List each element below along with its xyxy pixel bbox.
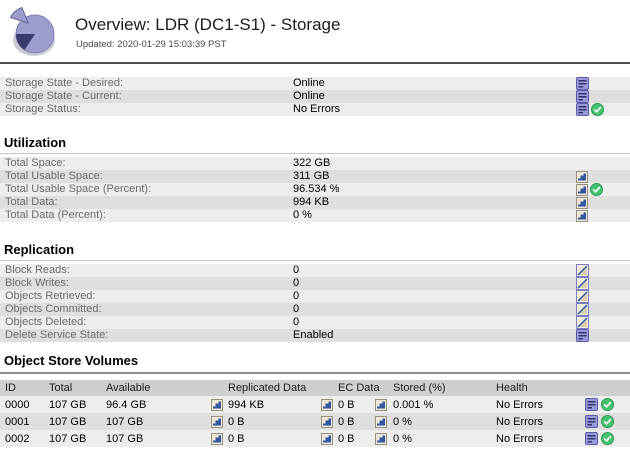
chart-icon[interactable]: [576, 210, 588, 222]
attribute-label: Objects Deleted:: [5, 316, 87, 328]
attribute-icons: [576, 264, 589, 277]
volume-total-cell: 107 GB: [49, 398, 87, 411]
storage-state-section: [0, 77, 630, 116]
chart-icon[interactable]: [211, 399, 223, 411]
attribute-state-icon: [576, 329, 589, 342]
chart-icon[interactable]: [321, 433, 333, 445]
cell-value: 107 GB: [106, 432, 144, 445]
cell-value: 994 KB: [228, 398, 265, 411]
trend-chart-icon[interactable]: [576, 290, 589, 303]
health-icons: [585, 415, 627, 428]
utilization-section: [0, 157, 630, 222]
attribute-label: Objects Committed:: [5, 303, 102, 315]
section-title-object-store-volumes: Object Store Volumes: [4, 353, 139, 368]
cell-value: 0 B: [228, 432, 245, 445]
volume-id-cell: 0002: [5, 432, 30, 445]
attribute-row: [0, 209, 630, 222]
attribute-row: [0, 329, 630, 342]
attribute-row: [0, 157, 630, 170]
cell-value: 0 B: [338, 398, 355, 411]
attribute-label: Delete Service State:: [5, 329, 109, 341]
attribute-state-icon: [585, 398, 598, 411]
attribute-value: 994 KB: [293, 196, 330, 208]
volume-row: [0, 413, 630, 430]
cell-value: 0 B: [338, 415, 355, 428]
attribute-row: [0, 77, 630, 90]
attribute-row: [0, 183, 630, 196]
chart-icon[interactable]: [375, 416, 387, 428]
col-header-replicated-data: Replicated Data: [226, 380, 336, 396]
cell-value: 0 B: [338, 432, 355, 445]
page-title: Overview: LDR (DC1-S1) - Storage: [75, 15, 341, 34]
status-ok-icon: [601, 398, 614, 411]
volume-replicated-data-cell: [226, 396, 336, 413]
cell-value: No Errors: [496, 398, 544, 411]
attribute-state-icon: [576, 90, 589, 103]
trend-chart-icon[interactable]: [576, 277, 589, 290]
volume-health-cell: [494, 396, 630, 413]
attribute-icons: [576, 209, 588, 222]
status-ok-icon: [601, 415, 614, 428]
table-divider: [0, 372, 630, 374]
volume-ec-data-cell: [336, 396, 390, 413]
attribute-icons: [576, 277, 589, 290]
attribute-label: Storage State - Desired:: [5, 77, 124, 89]
volume-id-cell: 0001: [5, 415, 30, 428]
object-store-volumes-table: [0, 380, 630, 447]
attribute-row: [0, 303, 630, 316]
volume-row: [0, 396, 630, 413]
col-header-health: Health: [494, 380, 630, 396]
section-title-replication: Replication: [4, 242, 75, 257]
col-header-ec-data: EC Data: [336, 380, 390, 396]
volume-available-cell: [104, 430, 226, 447]
cell-value: No Errors: [496, 415, 544, 428]
attribute-state-icon: [576, 77, 589, 90]
attribute-icons: [576, 103, 604, 116]
chart-icon[interactable]: [211, 433, 223, 445]
status-ok-icon: [591, 103, 604, 116]
attribute-value: 0: [293, 303, 300, 315]
attribute-label: Block Reads:: [5, 264, 70, 276]
attribute-row: [0, 170, 630, 183]
volumes-header-row: [0, 380, 630, 396]
attribute-row: [0, 316, 630, 329]
attribute-row: [0, 90, 630, 103]
attribute-row: [0, 196, 630, 209]
section-divider: [0, 260, 630, 261]
chart-icon[interactable]: [321, 416, 333, 428]
volume-row: [0, 430, 630, 447]
attribute-value: Enabled: [293, 329, 334, 341]
volume-replicated-data-cell: [226, 413, 336, 430]
attribute-state-icon: [585, 415, 598, 428]
status-ok-icon: [601, 432, 614, 445]
attribute-icons: [576, 303, 589, 316]
attribute-row: [0, 103, 630, 116]
cell-value: 107 GB: [106, 415, 144, 428]
volume-id-cell: 0000: [5, 398, 30, 411]
col-header-stored-pct: Stored (%): [390, 380, 494, 396]
attribute-row: [0, 277, 630, 290]
trend-chart-icon[interactable]: [576, 316, 589, 329]
attribute-icons: [576, 183, 603, 196]
attribute-label: Block Writes:: [5, 277, 69, 289]
chart-icon[interactable]: [321, 399, 333, 411]
attribute-icons: [576, 170, 588, 183]
volume-stored-pct-cell: 0.001 %: [393, 398, 434, 411]
volume-stored-pct-cell: 0 %: [393, 432, 412, 445]
attribute-icons: [576, 77, 589, 90]
attribute-state-icon: [576, 103, 589, 116]
chart-icon[interactable]: [576, 171, 588, 183]
attribute-icons: [576, 316, 589, 329]
attribute-value: 0 %: [293, 209, 312, 221]
col-header-total: Total: [47, 380, 104, 396]
attribute-label: Storage Status:: [5, 103, 81, 115]
volume-ec-data-cell: [336, 430, 390, 447]
col-header-available: Available: [104, 380, 226, 396]
attribute-label: Objects Retrieved:: [5, 290, 96, 302]
pie-chart-logo: [6, 6, 58, 58]
attribute-icons: [576, 329, 589, 342]
attribute-value: 322 GB: [293, 157, 331, 169]
status-ok-icon: [590, 183, 603, 196]
attribute-row: [0, 264, 630, 277]
attribute-value: Online: [293, 77, 325, 89]
volume-available-cell: [104, 413, 226, 430]
attribute-label: Total Space:: [5, 157, 66, 169]
cell-value: 96.4 GB: [106, 398, 147, 411]
attribute-row: [0, 290, 630, 303]
attribute-label: Total Data (Percent):: [5, 209, 106, 221]
section-divider: [0, 153, 630, 154]
attribute-label: Total Usable Space (Percent):: [5, 183, 152, 195]
attribute-label: Storage State - Current:: [5, 90, 122, 102]
attribute-value: 0: [293, 277, 300, 289]
replication-section: [0, 264, 630, 342]
volume-replicated-data-cell: [226, 430, 336, 447]
chart-icon[interactable]: [375, 433, 387, 445]
attribute-icons: [576, 196, 588, 209]
volume-ec-data-cell: [336, 413, 390, 430]
attribute-label: Total Data:: [5, 196, 58, 208]
attribute-value: 0: [293, 290, 300, 302]
volume-health-cell: [494, 430, 630, 447]
attribute-icons: [576, 290, 589, 303]
updated-timestamp: Updated: 2020-01-29 15:03:39 PST: [76, 39, 227, 50]
volume-available-cell: [104, 396, 226, 413]
health-icons: [585, 398, 627, 411]
trend-chart-icon[interactable]: [576, 264, 589, 277]
volume-total-cell: 107 GB: [49, 415, 87, 428]
attribute-state-icon: [585, 432, 598, 445]
chart-icon[interactable]: [375, 399, 387, 411]
attribute-value: 96.534 %: [293, 183, 340, 195]
attribute-icons: [576, 90, 589, 103]
attribute-value: 0: [293, 264, 300, 276]
header-divider: [0, 62, 630, 64]
volume-stored-pct-cell: 0 %: [393, 415, 412, 428]
col-header-id: ID: [0, 380, 47, 396]
volume-total-cell: 107 GB: [49, 432, 87, 445]
cell-value: 0 B: [228, 415, 245, 428]
trend-chart-icon[interactable]: [576, 303, 589, 316]
section-title-utilization: Utilization: [4, 135, 67, 150]
attribute-value: 0: [293, 316, 300, 328]
chart-icon[interactable]: [576, 184, 588, 196]
attribute-label: Total Usable Space:: [5, 170, 103, 182]
attribute-value: Online: [293, 90, 325, 102]
chart-icon[interactable]: [576, 197, 588, 209]
cell-value: No Errors: [496, 432, 544, 445]
volume-health-cell: [494, 413, 630, 430]
chart-icon[interactable]: [211, 416, 223, 428]
attribute-value: 311 GB: [293, 170, 330, 182]
health-icons: [585, 432, 627, 445]
attribute-value: No Errors: [293, 103, 341, 115]
